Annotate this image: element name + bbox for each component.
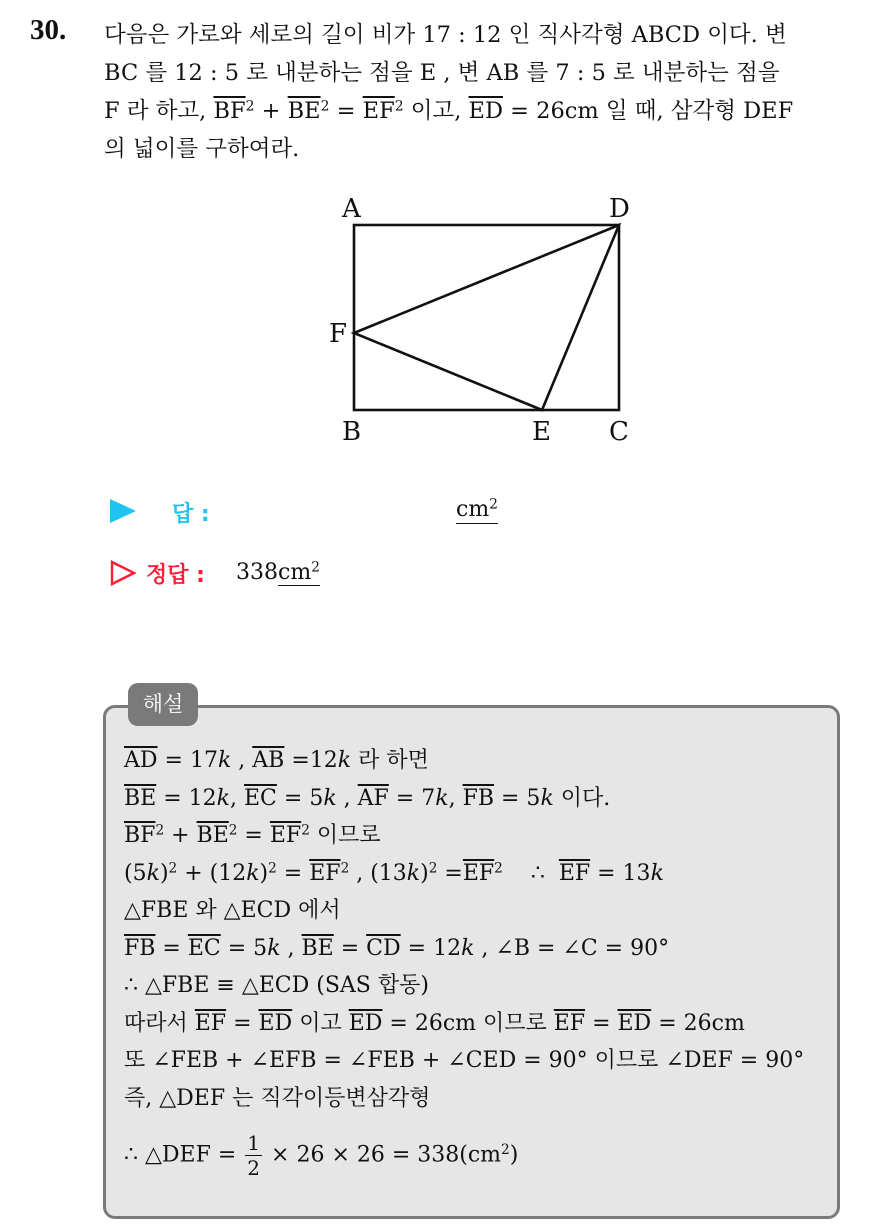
play-triangle-icon [110,499,136,523]
point-label-b: B [342,417,362,447]
point-label-f: F [329,319,348,349]
rectangle-figure [320,190,630,450]
solution-line: ∴ △DEF = $\frac{1}{2}$ × $26 \times 26 = 338(cm^2)$ [124,1131,519,1180]
solution-line: $\overline{BF}^2 + \overline{BE}^2 = \overline{EF}^2$ 이므로 [124,822,381,848]
question-line: BC 를 12 : 5 로 내분하는 점을 E , 변 AB 를 7 : 5 로 내분하는 점을 [104,60,780,86]
solution-line: 즉, △DEF 는 직각이등변삼각형 [124,1085,431,1111]
triangle-def [354,225,619,410]
point-label-e: E [532,417,551,447]
solution-line: 또 ∠FEB + ∠EFB = ∠FEB + ∠CED = 90° 이므로 ∠DEF = 90° [124,1048,805,1073]
question-line: 의 넓이를 구하여라. [104,136,300,162]
solution-tag: 해설 [128,683,198,726]
solution-line: $\overline{BE} = 12k$, $\overline{EC} = 5k$ , $\overline{AF} = 7k$, $\overline{FB} = 5k$ 이다. [124,785,611,811]
question-text [104,16,864,168]
fraction: $\frac{1}{2}$ [247,1131,261,1180]
point-label-a: A [342,194,361,224]
correct-answer-value: $338cm^2$ [236,559,320,585]
question-line: F 라 하고, $\overline{BF}^2 + \overline{BE}^2 = \overline{EF}^2$ 이고, $\overline{ED} = 26cm$ 일 때, 삼각형 DEF [104,98,794,124]
answer-input[interactable]: $cm^2$ [456,496,498,522]
solution-line: $(5k)^2 + (12k)^2 = \overline{EF}^2$ , $(13k)^2 =\overline{EF}^2$ ∴ $\overline{EF} = 13k$ [124,860,664,886]
solution-body [124,742,834,1180]
point-label-c: C [609,417,629,447]
correct-answer-label: 정답 : [146,563,205,588]
solution-line: $\overline{FB} = \overline{EC} = 5k$ , $\overline{BE} = \overline{CD} = 12k$ , ∠B = ∠C = 90° [124,935,670,961]
point-label-d: D [609,194,630,224]
solution-line: △FBE 와 △ECD 에서 [124,898,341,923]
outline-triangle-icon [110,560,136,586]
solution-line: $\overline{AD} = 17k$ , $\overline{AB} =12k$ 라 하면 [124,748,429,773]
question-line: 다음은 가로와 세로의 길이 비가 17 : 12 인 직사각형 ABCD 이다. 변 [104,22,787,48]
question-number: 30. [30,14,67,46]
answer-label: 답 : [172,502,210,527]
solution-line: ∴ △FBE ≡ △ECD (SAS 합동) [124,973,429,998]
solution-line: 따라서 $\overline{EF} = \overline{ED}$ 이고 $\overline{ED} = 26cm$ 이므로 $\overline{EF} = \overline{ED} = 26cm$ [124,1010,745,1036]
